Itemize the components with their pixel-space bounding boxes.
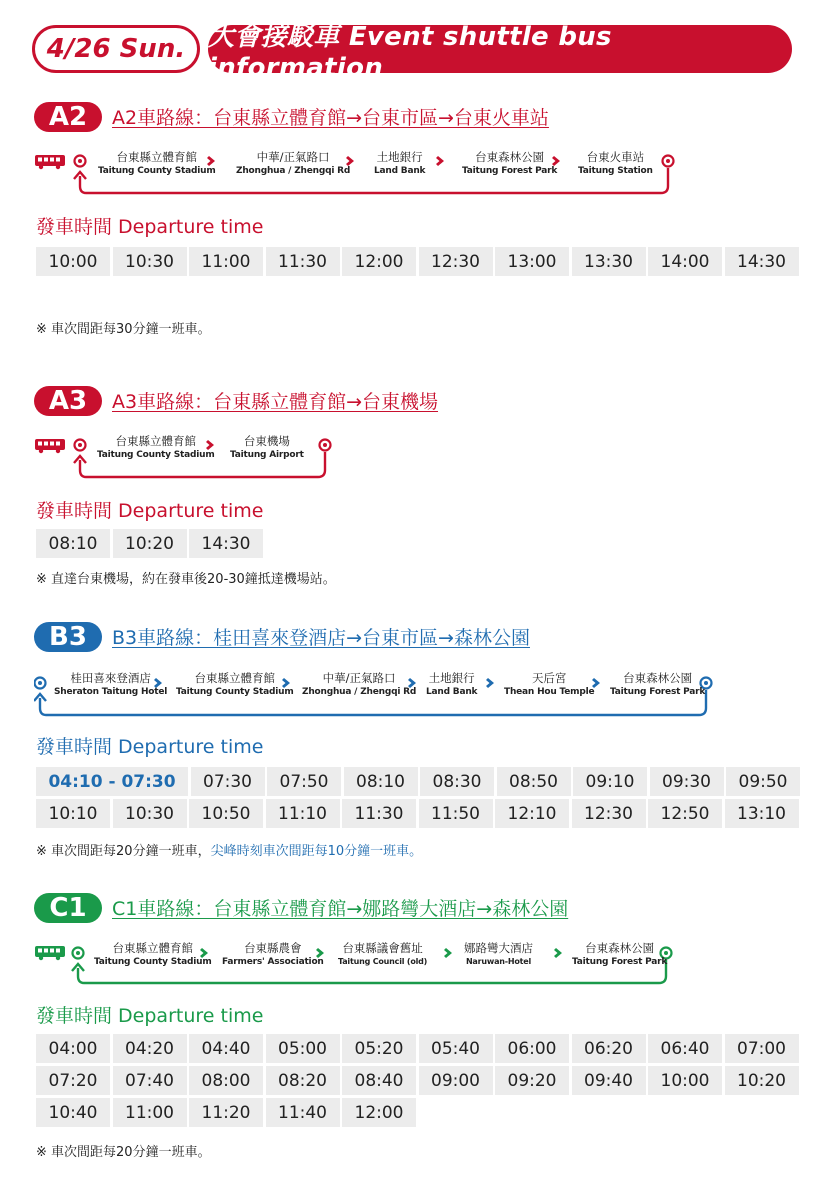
time-cell-c1-25: 12:00 bbox=[342, 1098, 416, 1127]
time-cell-c1-16: 09:00 bbox=[419, 1066, 493, 1095]
note-b3: ※ 車次間距每20分鐘一班車，尖峰時刻車次間距每10分鐘一班車。 bbox=[36, 844, 423, 859]
time-cell-b3-15: 11:50 bbox=[419, 799, 493, 828]
stop-a2-3: 土地銀行 Land Bank bbox=[374, 150, 426, 176]
note-c1: ※ 車次間距每20分鐘一班車。 bbox=[36, 1145, 211, 1160]
time-cell-b3-18: 12:50 bbox=[648, 799, 722, 828]
time-cell-b3-5: 08:30 bbox=[420, 767, 494, 796]
time-cell-c1-18: 09:40 bbox=[572, 1066, 646, 1095]
time-cell-b3-3: 07:50 bbox=[267, 767, 341, 796]
time-cell-c1-21: 10:40 bbox=[36, 1098, 110, 1127]
time-cell-c1-8: 06:20 bbox=[572, 1034, 646, 1063]
stop-b3-4: 土地銀行 Land Bank bbox=[426, 671, 478, 697]
time-cell-c1-13: 08:00 bbox=[189, 1066, 263, 1095]
time-cell-b3-10: 10:10 bbox=[36, 799, 110, 828]
stop-a2-1: 台東縣立體育館 Taitung County Stadium bbox=[98, 150, 216, 176]
time-cell-c1-2: 04:20 bbox=[113, 1034, 187, 1063]
stop-a3-1: 台東縣立體育館 Taitung County Stadium bbox=[97, 434, 215, 460]
departure-label-c1: 發車時間 Departure time bbox=[36, 1005, 264, 1027]
time-cell-c1-7: 06:00 bbox=[495, 1034, 569, 1063]
time-cell-a2-3: 11:00 bbox=[189, 247, 263, 276]
time-cell-b3-6: 08:50 bbox=[497, 767, 571, 796]
time-cell-c1-15: 08:40 bbox=[342, 1066, 416, 1095]
page-header bbox=[32, 21, 792, 83]
route-badge-c1: C1 bbox=[34, 893, 102, 923]
event-date-badge: 4/26 Sun. bbox=[32, 25, 200, 73]
time-cell-b3-13: 11:10 bbox=[266, 799, 340, 828]
departure-label-a3: 發車時間 Departure time bbox=[36, 500, 264, 522]
time-cell-a3-1: 08:10 bbox=[36, 529, 110, 558]
time-cell-a3-2: 10:20 bbox=[113, 529, 187, 558]
time-cell-b3-16: 12:10 bbox=[495, 799, 569, 828]
route-badge-a3: A3 bbox=[34, 386, 102, 416]
time-cell-b3-14: 11:30 bbox=[342, 799, 416, 828]
route-title-a2[interactable]: A2車路線：台東縣立體育館→台東市區→台東火車站 bbox=[112, 107, 549, 129]
time-cell-b3-2: 07:30 bbox=[191, 767, 265, 796]
stop-b3-5: 天后宮 Thean Hou Temple bbox=[504, 671, 595, 697]
time-cell-b3-7: 09:10 bbox=[573, 767, 647, 796]
time-cell-b3-4: 08:10 bbox=[344, 767, 418, 796]
note-a3: ※ 直達台東機場，約在發車後20-30鐘抵達機場站。 bbox=[36, 572, 336, 587]
bus-icon bbox=[35, 439, 65, 453]
stop-b3-3: 中華/正氣路口 Zhonghua / Zhengqi Rd bbox=[302, 671, 417, 697]
time-cell-b3-17: 12:30 bbox=[572, 799, 646, 828]
time-cell-a2-10: 14:30 bbox=[725, 247, 799, 276]
page-title: 大會接駁車 Event shuttle bus information bbox=[208, 25, 792, 73]
stop-c1-1: 台東縣立體育館 Taitung County Stadium bbox=[94, 941, 212, 967]
time-cell-a2-9: 14:00 bbox=[648, 247, 722, 276]
time-cell-c1-24: 11:40 bbox=[266, 1098, 340, 1127]
route-section-b3 bbox=[34, 622, 798, 862]
note-highlight-b3: 尖峰時刻車次間距每10分鐘一班車。 bbox=[210, 844, 423, 859]
departure-label-b3: 發車時間 Departure time bbox=[36, 736, 264, 758]
route-section-a3 bbox=[34, 386, 798, 596]
time-cell-c1-14: 08:20 bbox=[266, 1066, 340, 1095]
route-title-b3[interactable]: B3車路線：桂田喜來登酒店→台東市區→森林公園 bbox=[112, 627, 530, 649]
time-cell-b3-19: 13:10 bbox=[725, 799, 799, 828]
stop-c1-5: 台東森林公園 Taitung Forest Park bbox=[572, 941, 668, 967]
route-title-a3[interactable]: A3車路線：台東縣立體育館→台東機場 bbox=[112, 391, 439, 413]
time-cell-c1-11: 07:20 bbox=[36, 1066, 110, 1095]
stop-a3-2: 台東機場 Taitung Airport bbox=[230, 434, 304, 460]
bus-icon bbox=[35, 946, 65, 960]
time-cell-c1-1: 04:00 bbox=[36, 1034, 110, 1063]
time-cell-b3-8: 09:30 bbox=[650, 767, 724, 796]
time-cell-b3-12: 10:50 bbox=[189, 799, 263, 828]
time-cell-b3-1: 04:10 - 07:30 bbox=[36, 767, 188, 796]
stop-a2-5: 台東火車站 Taitung Station bbox=[578, 150, 653, 176]
time-cell-c1-12: 07:40 bbox=[113, 1066, 187, 1095]
stop-c1-3: 台東縣議會舊址 Taitung Council (old) bbox=[338, 941, 428, 966]
time-cell-c1-3: 04:40 bbox=[189, 1034, 263, 1063]
route-badge-a2: A2 bbox=[34, 102, 102, 132]
time-cell-c1-6: 05:40 bbox=[419, 1034, 493, 1063]
time-cell-c1-22: 11:00 bbox=[113, 1098, 187, 1127]
departure-label-a2: 發車時間 Departure time bbox=[36, 216, 264, 238]
route-section-c1 bbox=[34, 893, 798, 1173]
time-cell-c1-19: 10:00 bbox=[648, 1066, 722, 1095]
time-cell-c1-23: 11:20 bbox=[189, 1098, 263, 1127]
route-badge-b3: B3 bbox=[34, 622, 102, 652]
route-section-a2 bbox=[34, 102, 798, 342]
stop-c1-4: 娜路彎大酒店 Naruwan-Hotel bbox=[464, 941, 533, 966]
time-cell-c1-9: 06:40 bbox=[648, 1034, 722, 1063]
route-diagram-a2 bbox=[34, 146, 798, 202]
time-cell-c1-5: 05:20 bbox=[342, 1034, 416, 1063]
route-diagram-a3 bbox=[34, 430, 798, 486]
time-cell-a2-6: 12:30 bbox=[419, 247, 493, 276]
stop-c1-2: 台東縣農會 Farmers' Association bbox=[222, 941, 324, 967]
time-cell-a2-2: 10:30 bbox=[113, 247, 187, 276]
time-cell-a3-3: 14:30 bbox=[189, 529, 263, 558]
time-cell-c1-4: 05:00 bbox=[266, 1034, 340, 1063]
time-cell-a2-7: 13:00 bbox=[495, 247, 569, 276]
time-cell-c1-10: 07:00 bbox=[725, 1034, 799, 1063]
route-diagram-b3 bbox=[34, 666, 798, 722]
time-cell-a2-8: 13:30 bbox=[572, 247, 646, 276]
stop-b3-2: 台東縣立體育館 Taitung County Stadium bbox=[176, 671, 294, 697]
time-cell-a2-4: 11:30 bbox=[266, 247, 340, 276]
stop-b3-1: 桂田喜來登酒店 Sheraton Taitung Hotel bbox=[54, 671, 168, 697]
time-cell-c1-17: 09:20 bbox=[495, 1066, 569, 1095]
route-diagram-c1 bbox=[34, 937, 798, 993]
time-cell-a2-1: 10:00 bbox=[36, 247, 110, 276]
time-cell-b3-11: 10:30 bbox=[113, 799, 187, 828]
stop-a2-2: 中華/正氣路口 Zhonghua / Zhengqi Rd bbox=[236, 150, 351, 176]
time-cell-b3-9: 09:50 bbox=[726, 767, 800, 796]
bus-icon bbox=[35, 155, 65, 169]
route-title-c1[interactable]: C1車路線：台東縣立體育館→娜路彎大酒店→森林公園 bbox=[112, 898, 569, 920]
time-cell-c1-20: 10:20 bbox=[725, 1066, 799, 1095]
time-cell-a2-5: 12:00 bbox=[342, 247, 416, 276]
stop-b3-6: 台東森林公園 Taitung Forest Park bbox=[610, 671, 706, 697]
note-a2: ※ 車次間距每30分鐘一班車。 bbox=[36, 322, 211, 337]
stop-a2-4: 台東森林公園 Taitung Forest Park bbox=[462, 150, 558, 176]
